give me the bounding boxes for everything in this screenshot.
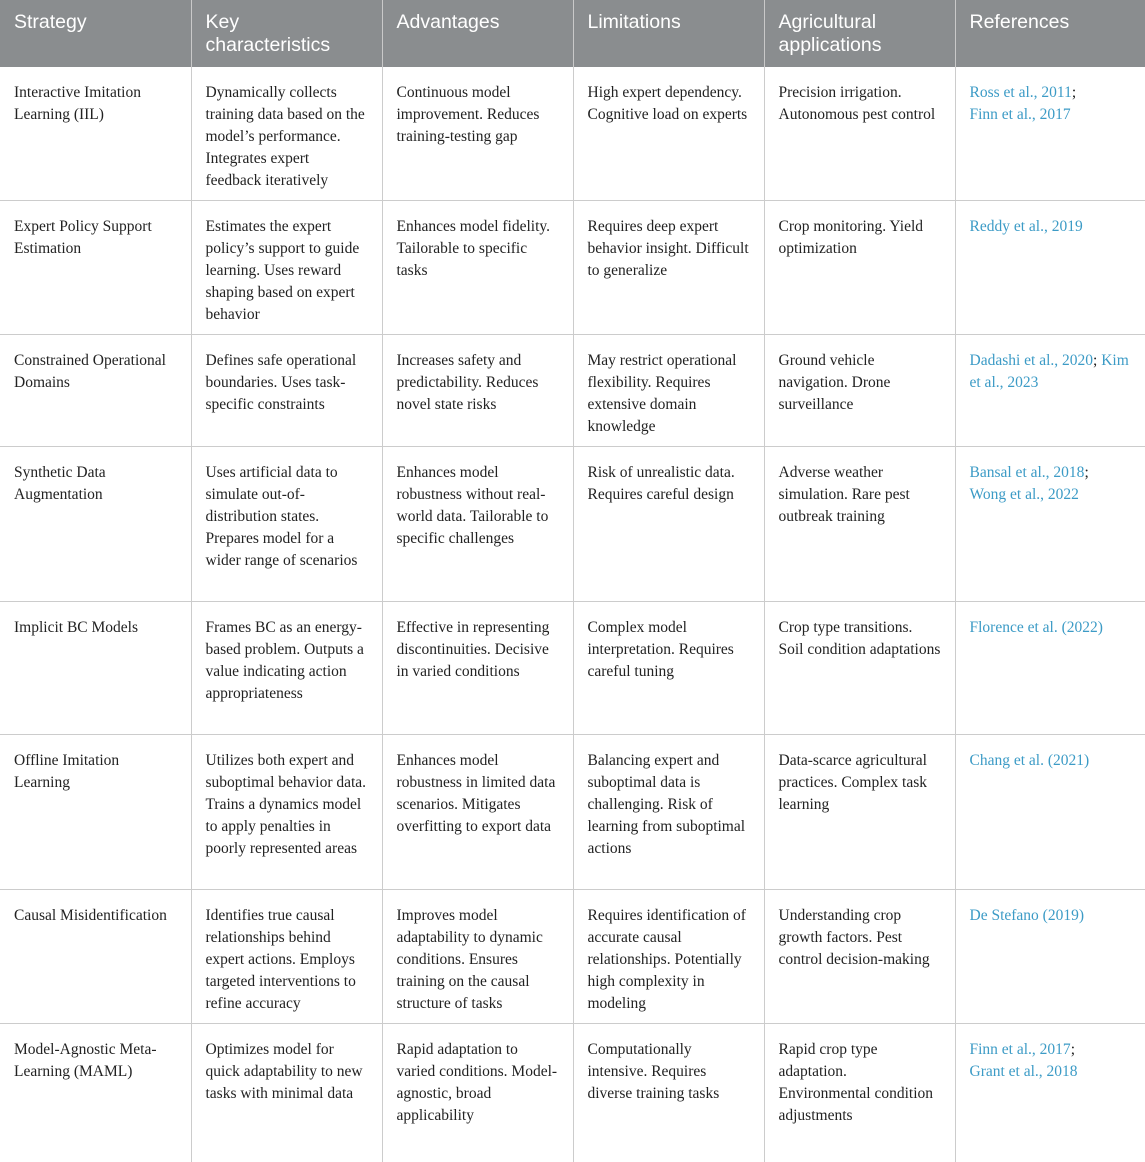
cell-strategy: Expert Policy Support Estimation	[0, 201, 191, 335]
header-advantages: Advantages	[382, 0, 573, 67]
cell-advantages: Enhances model robustness in limited data scenarios. Mitigates overfitting to export data	[382, 735, 573, 890]
table-header	[0, 0, 1145, 67]
cell-advantages: Rapid adaptation to varied conditions. Model-agnostic, broad applicability	[382, 1024, 573, 1162]
reference-link[interactable]: De Stefano (2019)	[969, 907, 1084, 924]
table-row	[0, 201, 1145, 335]
cell-limitations: Risk of unrealistic data. Requires careful design	[573, 447, 764, 602]
cell-characteristics: Frames BC as an energy-based problem. Outputs a value indicating action appropriateness	[191, 602, 382, 735]
cell-applications: Rapid crop type adaptation. Environmental condition adjustments	[764, 1024, 955, 1162]
cell-references	[955, 67, 1145, 201]
cell-limitations: Complex model interpretation. Requires careful tuning	[573, 602, 764, 735]
cell-advantages: Continuous model improvement. Reduces training-testing gap	[382, 67, 573, 201]
cell-references	[955, 447, 1145, 602]
cell-references	[955, 890, 1145, 1024]
reference-link[interactable]: Chang et al. (2021)	[969, 752, 1090, 769]
reference-separator: ;	[1070, 1041, 1075, 1058]
cell-advantages: Enhances model robustness without real-world data. Tailorable to specific challenges	[382, 447, 573, 602]
reference-link[interactable]: Dadashi et al., 2020	[969, 352, 1094, 369]
cell-applications: Understanding crop growth factors. Pest control decision-making	[764, 890, 955, 1024]
cell-strategy: Interactive Imitation Learning (IIL)	[0, 67, 191, 201]
cell-applications: Precision irrigation. Autonomous pest control	[764, 67, 955, 201]
reference-link[interactable]: Grant et al., 2018	[969, 1063, 1078, 1080]
cell-strategy: Offline Imitation Learning	[0, 735, 191, 890]
cell-references	[955, 335, 1145, 447]
cell-characteristics: Defines safe operational boundaries. Uses task-specific constraints	[191, 335, 382, 447]
cell-characteristics: Utilizes both expert and suboptimal behavior data. Trains a dynamics model to apply penalties in poorly represented areas	[191, 735, 382, 890]
cell-limitations: Requires identification of accurate causal relationships. Potentially high complexity in modeling	[573, 890, 764, 1024]
cell-limitations: Balancing expert and suboptimal data is challenging. Risk of learning from suboptimal actions	[573, 735, 764, 890]
cell-references	[955, 1024, 1145, 1162]
reference-link[interactable]: Reddy et al., 2019	[969, 218, 1083, 235]
reference-link[interactable]: Finn et al., 2017	[969, 106, 1071, 123]
reference-link[interactable]: Wong et al., 2022	[969, 486, 1079, 503]
cell-characteristics: Optimizes model for quick adaptability to new tasks with minimal data	[191, 1024, 382, 1162]
cell-references	[955, 602, 1145, 735]
cell-references	[955, 735, 1145, 890]
reference-separator: ;	[1071, 84, 1077, 101]
cell-limitations: High expert dependency. Cognitive load on experts	[573, 67, 764, 201]
cell-strategy: Implicit BC Models	[0, 602, 191, 735]
header-limitations: Limitations	[573, 0, 764, 67]
cell-advantages: Effective in representing discontinuities. Decisive in varied conditions	[382, 602, 573, 735]
table-row	[0, 735, 1145, 890]
reference-separator: ;	[1093, 352, 1102, 369]
header-row	[0, 0, 1145, 67]
cell-strategy: Causal Misidentification	[0, 890, 191, 1024]
cell-characteristics: Identifies true causal relationships behind expert actions. Employs targeted interventions to refine accuracy	[191, 890, 382, 1024]
cell-strategy: Model-Agnostic Meta-Learning (MAML)	[14, 1041, 157, 1080]
cell-applications: Adverse weather simulation. Rare pest outbreak training	[764, 447, 955, 602]
table-row	[0, 335, 1145, 447]
header-key-characteristics: Key characteristics	[191, 0, 382, 67]
cell-limitations: Computationally intensive. Requires diverse training tasks	[573, 1024, 764, 1162]
cell-characteristics: Uses artificial data to simulate out-of-distribution states. Prepares model for a wider range of scenarios	[191, 447, 382, 602]
reference-separator: ;	[1084, 464, 1089, 481]
cell-limitations: May restrict operational flexibility. Requires extensive domain knowledge	[573, 335, 764, 447]
header-references: References	[955, 0, 1145, 67]
cell-applications: Crop type transitions. Soil condition adaptations	[764, 602, 955, 735]
reference-link[interactable]: Ross et al., 2011	[969, 84, 1072, 101]
cell-references	[955, 201, 1145, 335]
table-row	[0, 602, 1145, 735]
cell-applications: Data-scarce agricultural practices. Complex task learning	[764, 735, 955, 890]
cell-characteristics: Estimates the expert policy’s support to guide learning. Uses reward shaping based on expert behavior	[191, 201, 382, 335]
reference-link[interactable]: Bansal et al., 2018	[969, 464, 1085, 481]
cell-advantages: Improves model adaptability to dynamic conditions. Ensures training on the causal structure of tasks	[382, 890, 573, 1024]
reference-link[interactable]: Florence et al. (2022)	[969, 619, 1103, 636]
cell-strategy: Synthetic Data Augmentation	[0, 447, 191, 602]
cell-advantages: Increases safety and predictability. Reduces novel state risks	[382, 335, 573, 447]
cell-applications: Ground vehicle navigation. Drone surveillance	[764, 335, 955, 447]
cell-strategy: Constrained Operational Domains	[0, 335, 191, 447]
table-row	[0, 67, 1145, 201]
reference-link[interactable]: Finn et al., 2017	[969, 1041, 1071, 1058]
reference-link[interactable]: Kim et al., 2023	[969, 352, 1129, 391]
cell-characteristics: Dynamically collects training data based on the model’s performance. Integrates expert feedback iteratively	[191, 67, 382, 201]
cell-advantages: Enhances model fidelity. Tailorable to specific tasks	[382, 201, 573, 335]
table-body	[0, 67, 1145, 1162]
header-strategy: Strategy	[0, 0, 191, 67]
table-row	[0, 890, 1145, 1024]
table-row	[0, 1024, 1145, 1162]
cell-limitations: Requires deep expert behavior insight. Difficult to generalize	[573, 201, 764, 335]
cell-applications: Crop monitoring. Yield optimization	[764, 201, 955, 335]
header-agricultural-applications: Agricultural applications	[764, 0, 955, 67]
table-row	[0, 447, 1145, 602]
